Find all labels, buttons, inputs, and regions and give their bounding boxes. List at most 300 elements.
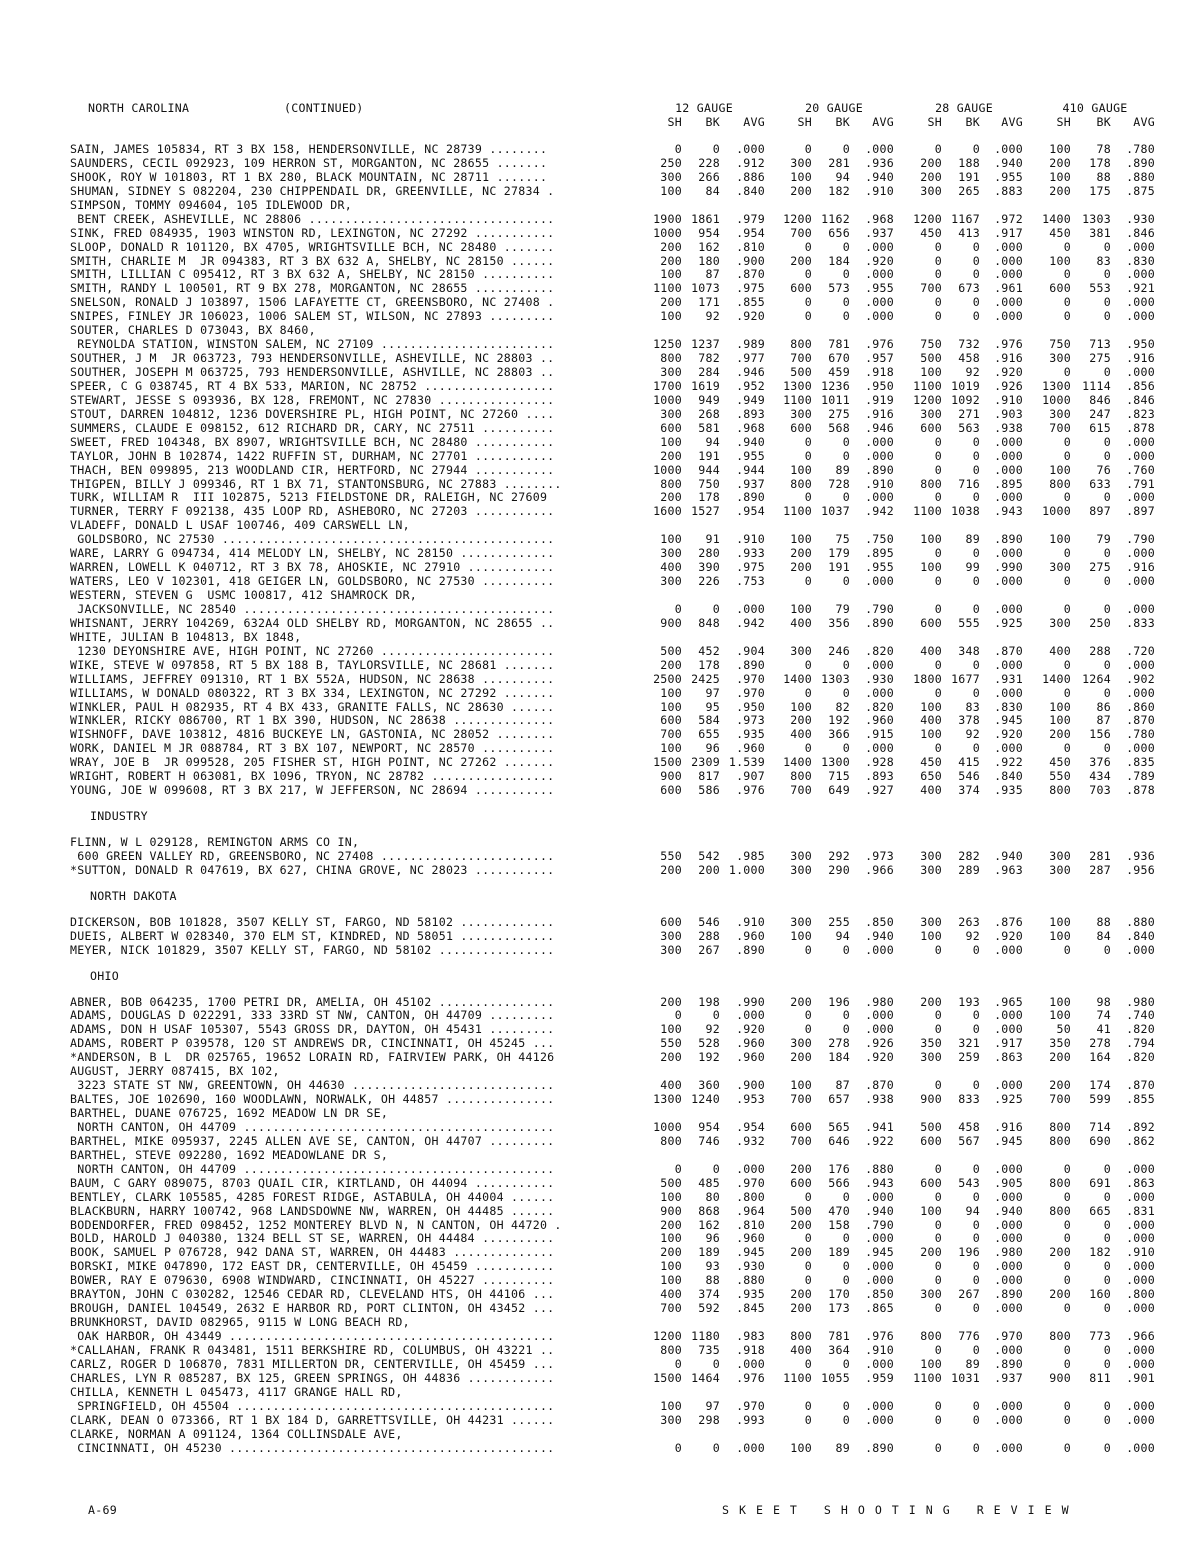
score-sh-4: 0: [1063, 1217, 1071, 1232]
score-bk-3: 1167: [951, 211, 980, 226]
shooter-name-address: SPRINGFIELD, OH 45504 ............................................: [70, 1399, 555, 1413]
subhead-bk: BK: [965, 115, 980, 129]
score-bk-2: 191: [828, 560, 850, 575]
score-sh-3: 0: [934, 1412, 942, 1427]
score-avg-2: .850: [865, 914, 894, 929]
score-avg-4: .000: [1126, 741, 1155, 756]
shooter-row: [70, 589, 1175, 603]
shooter-row: [70, 547, 1175, 561]
score-avg-3: .863: [994, 1050, 1023, 1065]
score-sh-1: 300: [660, 406, 682, 421]
score-bk-2: 246: [828, 643, 850, 658]
score-sh-2: 100: [790, 601, 812, 616]
score-avg-1: .800: [736, 1189, 765, 1204]
score-bk-2: 459: [828, 365, 850, 379]
score-bk-4: 79: [1096, 532, 1111, 547]
score-sh-1: 700: [660, 727, 682, 742]
shooter-name-address: CARLZ, ROGER D 106870, 7831 MILLERTON DR, CENTERVILLE, OH 45459 ...: [70, 1357, 555, 1371]
gauge-header-2: 20 GAUGE: [805, 101, 863, 115]
score-avg-1: .993: [736, 1412, 765, 1427]
shooter-name-address: SLOOP, DONALD R 101120, BX 4705, WRIGHTSVILLE BCH, NC 28480 .......: [70, 240, 555, 254]
score-sh-2: 0: [804, 685, 812, 700]
score-bk-1: 1073: [691, 281, 720, 296]
score-bk-1: 228: [698, 155, 720, 170]
score-bk-3: 0: [972, 942, 980, 957]
score-sh-3: 0: [934, 1022, 942, 1037]
score-bk-2: 94: [835, 928, 850, 943]
gauge-header-1: 12 GAUGE: [675, 101, 733, 115]
shooter-row: [70, 213, 1175, 227]
score-avg-3: .917: [994, 225, 1023, 240]
score-avg-3: .925: [994, 1092, 1023, 1107]
score-avg-4: .980: [1126, 994, 1155, 1009]
score-sh-2: 800: [790, 337, 812, 352]
score-sh-1: 300: [660, 1412, 682, 1427]
score-avg-4: .878: [1126, 783, 1155, 798]
score-avg-2: .968: [865, 211, 894, 226]
score-avg-2: .960: [865, 713, 894, 728]
score-sh-2: 300: [790, 914, 812, 929]
score-bk-3: 415: [958, 755, 980, 770]
score-avg-1: .955: [736, 448, 765, 463]
score-bk-2: 568: [828, 420, 850, 435]
score-sh-4: 800: [1049, 476, 1071, 491]
score-sh-4: 700: [1049, 420, 1071, 435]
score-sh-3: 300: [920, 914, 942, 929]
score-sh-4: 300: [1049, 406, 1071, 421]
score-sh-1: 900: [660, 615, 682, 630]
score-bk-4: 41: [1096, 1022, 1111, 1037]
score-avg-3: .937: [994, 1370, 1023, 1385]
score-bk-3: 348: [958, 643, 980, 658]
score-sh-3: 0: [934, 942, 942, 957]
score-avg-1: .855: [736, 295, 765, 310]
score-sh-1: 200: [660, 1245, 682, 1260]
score-avg-3: .000: [994, 1022, 1023, 1037]
spacer: [70, 958, 1175, 970]
score-avg-4: .820: [1126, 1022, 1155, 1037]
shooter-name-address: WHISNANT, JERRY 104269, 632A4 OLD SHELBY RD, MORGANTON, NC 28655 ..: [70, 616, 555, 630]
score-sh-4: 100: [1049, 532, 1071, 547]
score-sh-2: 200: [790, 1217, 812, 1232]
shooter-row: [70, 1093, 1175, 1107]
score-avg-2: .000: [865, 1189, 894, 1204]
score-sh-3: 0: [934, 448, 942, 463]
score-bk-3: 1092: [951, 392, 980, 407]
shooter-name-address: SOUTER, CHARLES D 073043, BX 8460,: [70, 324, 316, 338]
score-sh-4: 300: [1049, 848, 1071, 863]
score-bk-2: 715: [828, 769, 850, 784]
score-bk-2: 781: [828, 337, 850, 352]
score-sh-4: 0: [1063, 546, 1071, 561]
shooter-row: [70, 1177, 1175, 1191]
score-sh-4: 200: [1049, 155, 1071, 170]
shooter-name-address: SHUMAN, SIDNEY S 082204, 230 CHIPPENDAIL DR, GREENVILLE, NC 27834 .: [70, 184, 555, 198]
score-bk-4: 0: [1103, 490, 1111, 505]
score-bk-4: 0: [1103, 1398, 1111, 1413]
score-bk-4: 0: [1103, 1189, 1111, 1204]
score-bk-3: 563: [958, 420, 980, 435]
score-bk-4: 846: [1089, 392, 1111, 407]
subhead-sh: SH: [797, 115, 812, 129]
shooter-row: [70, 1288, 1175, 1302]
score-sh-3: 0: [934, 462, 942, 477]
score-sh-1: 100: [660, 1398, 682, 1413]
score-sh-1: 400: [660, 560, 682, 575]
score-bk-2: 0: [842, 1022, 850, 1037]
score-bk-1: 0: [712, 1440, 720, 1455]
shooter-name-address: OAK HARBOR, OH 43449 .............................................: [70, 1330, 555, 1343]
shooter-row: [70, 996, 1175, 1010]
score-bk-1: 92: [705, 1022, 720, 1037]
score-avg-4: .000: [1126, 1342, 1155, 1357]
shooter-row: [70, 930, 1175, 944]
shooter-row: [70, 1009, 1175, 1023]
score-sh-2: 300: [790, 155, 812, 170]
score-bk-2: 292: [828, 848, 850, 863]
score-bk-1: 95: [705, 699, 720, 714]
score-bk-4: 0: [1103, 1273, 1111, 1288]
shooter-name-address: THACH, BEN 099895, 213 WOODLAND CIR, HERTFORD, NC 27944 ...........: [70, 463, 555, 477]
score-avg-1: .935: [736, 1287, 765, 1302]
score-avg-2: .000: [865, 1398, 894, 1413]
score-avg-1: .910: [736, 532, 765, 547]
section-heading: INDUSTRY: [90, 809, 148, 824]
score-bk-1: 94: [705, 434, 720, 449]
score-bk-2: 281: [828, 155, 850, 170]
shooter-name-address: 600 GREEN VALLEY RD, GREENSBORO, NC 27408 ........................: [70, 849, 555, 863]
shooter-name-address: BROUGH, DANIEL 104549, 2632 E HARBOR RD, PORT CLINTON, OH 43452 ...: [70, 1302, 555, 1316]
score-bk-2: 0: [842, 295, 850, 310]
score-bk-1: 1464: [691, 1370, 720, 1385]
shooter-name-address: BLACKBURN, HARRY 100742, 968 LANDSDOWNE NW, WARREN, OH 44485 ......: [70, 1204, 555, 1218]
shooter-name-address: SMITH, RANDY L 100501, RT 9 BX 278, MORGANTON, NC 28655 ...........: [70, 282, 555, 296]
score-avg-1: .000: [736, 1161, 765, 1176]
score-sh-2: 300: [790, 406, 812, 421]
score-bk-4: 0: [1103, 267, 1111, 282]
score-bk-4: 0: [1103, 1356, 1111, 1371]
score-bk-3: 0: [972, 309, 980, 324]
score-bk-4: 376: [1089, 755, 1111, 770]
score-sh-1: 200: [660, 239, 682, 254]
score-avg-1: .949: [736, 392, 765, 407]
score-bk-1: 266: [698, 169, 720, 184]
score-bk-1: 2309: [691, 755, 720, 770]
score-sh-2: 400: [790, 1342, 812, 1357]
score-avg-3: .000: [994, 1078, 1023, 1093]
score-bk-4: 88: [1096, 914, 1111, 929]
score-avg-4: .878: [1126, 420, 1155, 435]
score-avg-3: .916: [994, 351, 1023, 366]
score-avg-3: .940: [994, 848, 1023, 863]
state-title: NORTH CAROLINA: [88, 101, 190, 115]
score-avg-3: .000: [994, 267, 1023, 282]
score-bk-3: 265: [958, 183, 980, 198]
score-sh-3: 1100: [913, 378, 942, 393]
score-avg-2: .940: [865, 928, 894, 943]
score-sh-4: 0: [1063, 1440, 1071, 1455]
shooter-row: [70, 561, 1175, 575]
score-sh-3: 300: [920, 848, 942, 863]
shooter-name-address: *CALLAHAN, FRANK R 043481, 1511 BERKSHIRE RD, COLUMBUS, OH 43221 ..: [70, 1343, 555, 1357]
score-bk-1: 390: [698, 560, 720, 575]
score-sh-1: 100: [660, 1189, 682, 1204]
score-bk-2: 176: [828, 1161, 850, 1176]
score-avg-3: .000: [994, 574, 1023, 589]
score-avg-3: .000: [994, 448, 1023, 463]
score-avg-4: .830: [1126, 253, 1155, 268]
score-bk-1: 655: [698, 727, 720, 742]
section-heading: OHIO: [90, 968, 119, 983]
score-sh-1: 0: [674, 1161, 682, 1176]
shooter-row: [70, 505, 1175, 519]
score-bk-3: 0: [972, 1398, 980, 1413]
score-avg-4: .760: [1126, 462, 1155, 477]
score-bk-3: 0: [972, 1022, 980, 1037]
score-bk-3: 0: [972, 142, 980, 156]
score-bk-1: 1619: [691, 378, 720, 393]
score-avg-2: .000: [865, 942, 894, 957]
score-sh-4: 200: [1049, 1287, 1071, 1302]
score-sh-1: 900: [660, 1203, 682, 1218]
score-bk-2: 0: [842, 490, 850, 505]
score-avg-3: .000: [994, 1189, 1023, 1204]
shooter-name-address: DICKERSON, BOB 101828, 3507 KELLY ST, FARGO, ND 58102 .............: [70, 915, 555, 929]
score-avg-1: .975: [736, 281, 765, 296]
score-avg-2: .000: [865, 1022, 894, 1037]
score-sh-4: 1300: [1042, 378, 1071, 393]
score-avg-4: .000: [1126, 546, 1155, 561]
publication-title: SKEET SHOOTING REVIEW: [722, 1503, 1079, 1517]
score-avg-1: 1.000: [728, 862, 765, 877]
score-avg-1: .985: [736, 848, 765, 863]
shooter-row: [70, 1205, 1175, 1219]
shooter-name-address: WIKE, STEVE W 097858, RT 5 BX 188 B, TAYLORSVILLE, NC 28681 .......: [70, 658, 555, 672]
score-sh-3: 0: [934, 1217, 942, 1232]
score-bk-1: 542: [698, 848, 720, 863]
score-sh-4: 0: [1063, 1342, 1071, 1357]
score-avg-2: .976: [865, 337, 894, 352]
score-avg-3: .938: [994, 420, 1023, 435]
score-avg-4: .000: [1126, 295, 1155, 310]
score-sh-4: 450: [1049, 225, 1071, 240]
score-avg-1: .000: [736, 1356, 765, 1371]
score-bk-3: 0: [972, 253, 980, 268]
score-sh-4: 100: [1049, 928, 1071, 943]
score-sh-2: 100: [790, 1440, 812, 1455]
score-avg-3: .935: [994, 783, 1023, 798]
score-avg-1: .964: [736, 1203, 765, 1218]
score-sh-4: 800: [1049, 1133, 1071, 1148]
shooter-row: [70, 255, 1175, 269]
shooter-name-address: VLADEFF, DONALD L USAF 100746, 409 CARSWELL LN,: [70, 519, 410, 533]
shooter-name-address: SWEET, FRED 104348, BX 8907, WRIGHTSVILLE BCH, NC 28480 ...........: [70, 435, 555, 449]
score-sh-4: 200: [1049, 1050, 1071, 1065]
score-bk-4: 714: [1089, 1119, 1111, 1134]
shooter-row: [70, 1023, 1175, 1037]
score-sh-2: 1100: [783, 1370, 812, 1385]
score-sh-3: 200: [920, 994, 942, 1009]
score-bk-1: 735: [698, 1342, 720, 1357]
score-bk-3: 0: [972, 448, 980, 463]
score-bk-1: 178: [698, 490, 720, 505]
score-bk-4: 0: [1103, 1301, 1111, 1316]
score-bk-4: 0: [1103, 1231, 1111, 1246]
score-sh-1: 1500: [653, 755, 682, 770]
score-sh-3: 0: [934, 574, 942, 589]
score-sh-3: 100: [920, 727, 942, 742]
score-avg-3: .000: [994, 1259, 1023, 1274]
score-bk-2: 470: [828, 1203, 850, 1218]
score-sh-1: 500: [660, 643, 682, 658]
score-bk-2: 0: [842, 142, 850, 156]
score-avg-3: .972: [994, 211, 1023, 226]
shooter-row: [70, 714, 1175, 728]
score-avg-3: .920: [994, 727, 1023, 742]
score-bk-3: 0: [972, 434, 980, 449]
score-sh-4: 600: [1049, 281, 1071, 296]
score-avg-3: .000: [994, 1398, 1023, 1413]
shooter-name-address: SAUNDERS, CECIL 092923, 109 HERRON ST, MORGANTON, NC 28655 .......: [70, 156, 548, 170]
score-sh-1: 1500: [653, 1370, 682, 1385]
score-bk-3: 0: [972, 295, 980, 310]
score-avg-3: .895: [994, 476, 1023, 491]
score-bk-2: 657: [828, 1092, 850, 1107]
score-bk-3: 374: [958, 783, 980, 798]
shooter-row: [70, 1316, 1175, 1330]
score-sh-1: 100: [660, 434, 682, 449]
score-sh-1: 250: [660, 155, 682, 170]
score-avg-3: .876: [994, 914, 1023, 929]
score-sh-2: 0: [804, 657, 812, 672]
score-sh-1: 700: [660, 1301, 682, 1316]
score-bk-4: 773: [1089, 1329, 1111, 1343]
score-avg-1: .935: [736, 727, 765, 742]
score-sh-2: 100: [790, 928, 812, 943]
score-bk-2: 275: [828, 406, 850, 421]
score-avg-1: .918: [736, 1342, 765, 1357]
score-bk-4: 84: [1096, 928, 1111, 943]
score-sh-3: 300: [920, 406, 942, 421]
score-bk-4: 275: [1089, 351, 1111, 366]
score-sh-3: 0: [934, 1008, 942, 1023]
shooter-name-address: WARREN, LOWELL K 040712, RT 3 BX 78, AHOSKIE, NC 27910 ............: [70, 561, 555, 575]
spacer: [70, 798, 1175, 810]
score-avg-2: .940: [865, 1203, 894, 1218]
score-bk-1: 178: [698, 657, 720, 672]
score-avg-4: .870: [1126, 1078, 1155, 1093]
score-bk-2: 1303: [821, 671, 850, 686]
score-avg-2: .850: [865, 1287, 894, 1302]
shooter-name-address: WESTERN, STEVEN G USMC 100817, 412 SHAMROCK DR,: [70, 589, 418, 602]
score-avg-2: .919: [865, 392, 894, 407]
score-avg-4: .000: [1126, 448, 1155, 463]
score-sh-2: 200: [790, 560, 812, 575]
score-bk-4: 0: [1103, 574, 1111, 589]
spacer: [70, 984, 1175, 996]
score-avg-2: .000: [865, 267, 894, 282]
score-sh-1: 200: [660, 994, 682, 1009]
score-bk-4: 174: [1089, 1078, 1111, 1093]
shooter-name-address: WRIGHT, ROBERT H 063081, BX 1096, TRYON, NC 28782 .................: [70, 770, 555, 784]
score-avg-3: .000: [994, 741, 1023, 756]
shooter-row: [70, 227, 1175, 241]
score-bk-1: 198: [698, 994, 720, 1009]
score-bk-4: 0: [1103, 1259, 1111, 1274]
score-avg-4: .000: [1126, 1259, 1155, 1274]
score-sh-3: 700: [920, 281, 942, 296]
score-sh-1: 300: [660, 169, 682, 184]
score-avg-1: .989: [736, 337, 765, 352]
score-sh-3: 300: [920, 1050, 942, 1065]
score-sh-4: 800: [1049, 783, 1071, 798]
score-bk-2: 649: [828, 783, 850, 798]
score-sh-4: 0: [1063, 448, 1071, 463]
score-avg-4: .902: [1126, 671, 1155, 686]
score-avg-1: .920: [736, 309, 765, 324]
score-sh-2: 800: [790, 769, 812, 784]
score-sh-1: 900: [660, 769, 682, 784]
score-bk-3: 196: [958, 1245, 980, 1260]
score-avg-1: .933: [736, 546, 765, 561]
score-bk-3: 0: [972, 462, 980, 477]
score-sh-4: 1400: [1042, 671, 1071, 686]
score-bk-1: 1240: [691, 1092, 720, 1107]
score-avg-3: .943: [994, 504, 1023, 519]
score-sh-4: 300: [1049, 862, 1071, 877]
score-avg-4: .831: [1126, 1203, 1155, 1218]
score-bk-1: 485: [698, 1175, 720, 1190]
score-avg-4: .789: [1126, 769, 1155, 784]
score-avg-4: .880: [1126, 914, 1155, 929]
score-bk-1: 868: [698, 1203, 720, 1218]
score-sh-3: 0: [934, 1342, 942, 1357]
score-bk-3: 89: [965, 1356, 980, 1371]
score-sh-2: 500: [790, 365, 812, 379]
continued-label: (CONTINUED): [284, 101, 364, 115]
score-avg-1: .970: [736, 685, 765, 700]
score-sh-4: 0: [1063, 1161, 1071, 1176]
score-sh-4: 100: [1049, 462, 1071, 477]
score-bk-3: 0: [972, 1189, 980, 1204]
score-sh-1: 800: [660, 476, 682, 491]
score-avg-1: .976: [736, 1370, 765, 1385]
score-sh-4: 100: [1049, 1008, 1071, 1023]
score-avg-4: .794: [1126, 1036, 1155, 1051]
subhead-sh: SH: [1056, 115, 1071, 129]
score-sh-2: 100: [790, 169, 812, 184]
score-sh-3: 0: [934, 1301, 942, 1316]
shooter-name-address: *ANDERSON, B L DR 025765, 19652 LORAIN RD, FAIRVIEW PARK, OH 44126: [70, 1051, 555, 1065]
score-avg-1: .979: [736, 211, 765, 226]
score-avg-3: .926: [994, 378, 1023, 393]
score-avg-4: .000: [1126, 1217, 1155, 1232]
score-sh-1: 1300: [653, 1092, 682, 1107]
score-avg-1: .904: [736, 643, 765, 658]
score-sh-3: 500: [920, 1119, 942, 1134]
score-sh-2: 700: [790, 351, 812, 366]
score-avg-2: .910: [865, 476, 894, 491]
score-sh-1: 200: [660, 1050, 682, 1065]
score-bk-2: 0: [842, 434, 850, 449]
gauge-header-4: 410 GAUGE: [1062, 101, 1128, 115]
score-avg-2: .820: [865, 643, 894, 658]
score-avg-3: .940: [994, 155, 1023, 170]
score-sh-2: 0: [804, 1356, 812, 1371]
score-bk-1: 200: [698, 862, 720, 877]
score-bk-4: 1264: [1082, 671, 1111, 686]
score-avg-4: .930: [1126, 211, 1155, 226]
